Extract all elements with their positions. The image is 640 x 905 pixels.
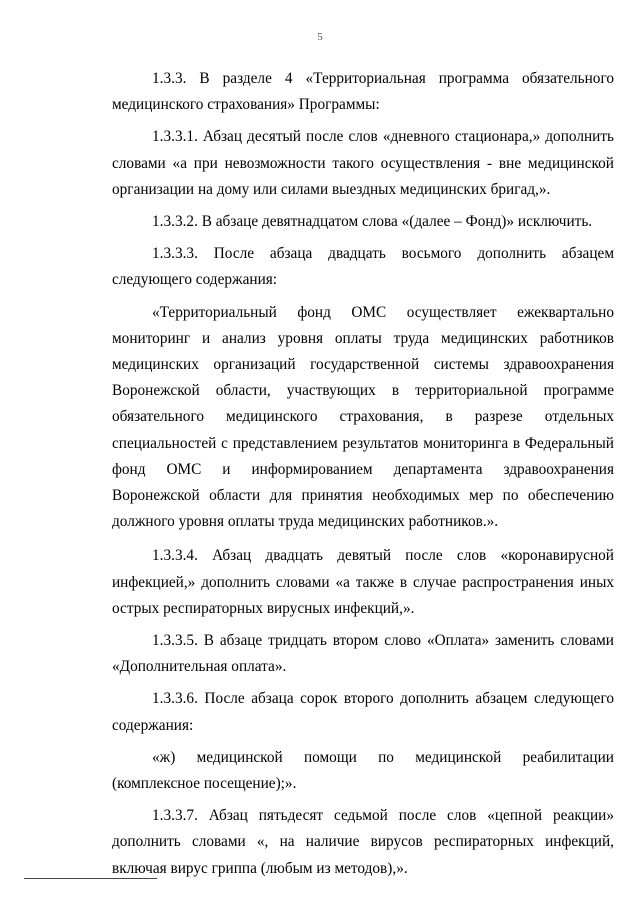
page-number: 5 [317, 31, 323, 43]
inserted-item-zh: «ж) медицинской помощи по медицинской реабилитации (комплексное посещение);». [112, 748, 614, 793]
footer-rule [24, 878, 157, 879]
inserted-paragraph-quote: «Территориальный фонд ОМС осуществляет ежеквартально мониторинг и анализ уровня оплаты труда медицинских работников медицинских организаций государственной системы здравоохранения Воронежской области, участвующих в территориальной программе обязательного медицинского страхования, в разрезе отдельных специальностей с представлением результатов мониторинга в Федеральный фонд ОМС и информированием департамента здравоохранения Воронежской области для принятия необходимых мер по обеспечению должного уровня оплаты труда медицинских работников.». [112, 303, 614, 531]
paragraph-1-3-3: 1.3.3. В разделе 4 «Территориальная программа обязательного медицинского страхования» Программы: [112, 70, 614, 114]
paragraph-1-3-3-7: 1.3.3.7. Абзац пятьдесят седьмой после слов «цепной реакции» дополнить словами «, на наличие вирусов респираторных инфекций, включая вирус гриппа (любым из методов),». [112, 807, 614, 877]
paragraph-1-3-3-1: 1.3.3.1. Абзац десятый после слов «дневного стационара,» дополнить словами «а при невозможности такого осуществления - вне медицинской организации на дому или силами выездных медицинских бригад,». [112, 128, 614, 198]
document-body [112, 66, 614, 888]
paragraph-1-3-3-6: 1.3.3.6. После абзаца сорок второго дополнить абзацем следующего содержания: [112, 690, 614, 734]
paragraph-1-3-3-5: 1.3.3.5. В абзаце тридцать втором слово «Оплата» заменить словами «Дополнительная оплата». [112, 632, 614, 676]
paragraph-1-3-3-3: 1.3.3.3. После абзаца двадцать восьмого дополнить абзацем следующего содержания: [112, 245, 614, 289]
paragraph-1-3-3-4: 1.3.3.4. Абзац двадцать девятый после слов «коронавирусной инфекцией,» дополнить словами «а также в случае распространения иных острых респираторных вирусных инфекций,». [112, 547, 614, 617]
paragraph-1-3-3-2: 1.3.3.2. В абзаце девятнадцатом слова «(далее – Фонд)» исключить. [152, 213, 593, 231]
